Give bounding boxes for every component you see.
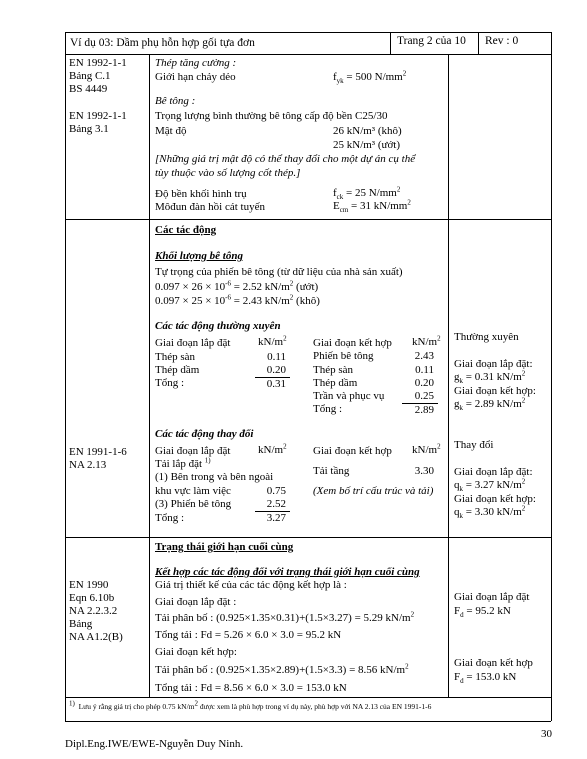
row2-bottom-border [65, 537, 551, 538]
uls-composite-total: Tổng tải : Fd = 8.56 × 6.0 × 3.0 = 153.0 kN [155, 682, 347, 694]
ref-column-divider [149, 54, 150, 697]
perm-right-value-4: 2.89 [414, 404, 434, 416]
ref-bang-31: Bảng 3.1 [69, 123, 109, 135]
side-variable: Thay đổi [454, 439, 494, 451]
side-composite-1: Giai đoạn kết hợp: [454, 385, 536, 397]
header-page: Trang 2 của 10 [397, 35, 466, 47]
ref-bang-c1: Bảng C.1 [69, 70, 111, 82]
header-title: Ví dụ 03: Dầm phụ hỗn hợp gối tựa đơn [70, 37, 255, 49]
side-fd-composite: $F_d = 153.0$ kN [454, 671, 517, 686]
perm-left-value-0: 0.11 [267, 351, 286, 363]
uls-title: Trạng thái giới hạn cuối cùng [155, 541, 294, 553]
var-left-item-3-value: 2.52 [266, 498, 286, 510]
side-installation-1: Giai đoạn lắp đặt: [454, 358, 533, 370]
perm-left-label-1: Thép dầm [155, 364, 200, 376]
uls-installation-dist: Tải phân bố : (0.925×1.35×0.31)+(1.5×3.27) = 5.29 $kN/m^2$ [155, 610, 415, 624]
concrete-desc: Trọng lượng bình thường bê tông cấp độ bền C25/30 [155, 110, 388, 122]
uls-installation-head: Giai đoạn lắp đặt : [155, 596, 237, 608]
perm-right-value-2: 0.20 [414, 377, 434, 389]
perm-right-label-0: Phiến bê tông [313, 350, 374, 362]
density-label: Mật độ [155, 125, 187, 137]
var-left-head: Giai đoạn lắp đặt [155, 445, 231, 457]
selfweight-text: Tự trọng của phiến bê tông (từ dữ liệu của nhà sản xuất) [155, 266, 403, 278]
ref-eqn610b: Eqn 6.10b [69, 592, 115, 604]
var-left-total-value: 3.27 [266, 512, 286, 524]
concrete-heading: Bê tông : [155, 95, 196, 107]
ref-en1992-a: EN 1992-1-1 [69, 57, 127, 69]
header-divider-2 [478, 32, 479, 54]
row3-bottom-border [65, 697, 551, 698]
perm-right-label-2: Thép dầm [313, 377, 358, 389]
side-qk-composite: $q_k = 3.30$ $kN/m^2$ [454, 504, 526, 521]
table-left-border [65, 32, 66, 721]
perm-right-label-4: Tổng : [313, 403, 343, 415]
ecm-label: Môđun đàn hồi cát tuyến [155, 201, 265, 213]
ecm-value: $E_{cm} = 31$ $kN/mm^2$ [333, 198, 411, 215]
footer-author: Dipl.Eng.IWE/EWE-Nguyễn Duy Ninh. [65, 738, 244, 750]
side-uls-composite: Giai đoạn kết hợp [454, 657, 533, 669]
ref-en1991: EN 1991-1-6 [69, 446, 127, 458]
header-bottom-border [65, 54, 551, 55]
perm-right-label-1: Thép sàn [313, 364, 354, 376]
ref-na2232: NA 2.2.3.2 [69, 605, 118, 617]
perm-left-value-2: 0.31 [266, 378, 286, 390]
ref-bs4449: BS 4449 [69, 83, 108, 95]
perm-right-value-3: 0.25 [414, 390, 434, 402]
steel-heading: Thép tăng cường : [155, 57, 237, 69]
table-bottom-border [65, 721, 551, 722]
var-right-note: (Xem bố trí cấu trúc và tải) [313, 485, 434, 497]
perm-left-unit: $kN/m^2$ [258, 334, 287, 348]
perm-left-value-1: 0.20 [266, 364, 286, 376]
ref-na213: NA 2.13 [69, 459, 107, 471]
side-qk-installation: $q_k = 3.27$ $kN/m^2$ [454, 477, 526, 494]
var-left-item-3: (3) Phiến bê tông [155, 498, 232, 510]
var-left-item-1: (1) Bên trong và bên ngoài [155, 471, 274, 483]
side-installation-2: Giai đoạn lắp đặt: [454, 466, 533, 478]
ref-en1992-b: EN 1992-1-1 [69, 110, 127, 122]
var-left-item-2: khu vực làm việc [155, 485, 231, 497]
calc-dry: $0.097 \times 25 \times 10^{-6} = 2.43$ $kN/m^2$ (khô) [155, 293, 320, 307]
perm-left-label-0: Thép sàn [155, 351, 196, 363]
calc-wet: $0.097 \times 26 \times 10^{-6} = 2.52$ $kN/m^2$ (ướt) [155, 279, 319, 293]
actions-title: Các tác động [155, 224, 217, 236]
ref-en1990: EN 1990 [69, 579, 109, 591]
var-left-load: Tải lắp đặt $^{1)}$ [155, 456, 211, 470]
perm-right-value-0: 2.43 [414, 350, 434, 362]
header-rev: Rev : 0 [485, 35, 519, 47]
uls-design-text: Giá trị thiết kế của các tác động kết hợp là : [155, 579, 347, 591]
uls-composite-dist: Tải phân bố : (0.925×1.35×2.89)+(1.5×3.3) = 8.56 $kN/m^2$ [155, 662, 409, 676]
row1-bottom-border [65, 219, 551, 220]
perm-left-label-2: Tổng : [155, 377, 185, 389]
perm-right-head: Giai đoạn kết hợp [313, 337, 392, 349]
steel-value: $f_{yk} = 500$ $N/mm^2$ [333, 69, 407, 86]
permanent-title: Các tác động thường xuyên [155, 320, 281, 332]
uls-composite-head: Giai đoạn kết hợp: [155, 646, 237, 658]
density-note-2: tùy thuộc vào số lượng cốt thép.] [155, 167, 301, 179]
var-right-unit: $kN/m^2$ [412, 442, 441, 456]
table-right-border [551, 32, 552, 721]
side-gk-composite: $g_k = 2.89$ $kN/m^2$ [454, 396, 526, 413]
uls-installation-total: Tổng tải : Fd = 5.26 × 6.0 × 3.0 = 95.2 kN [155, 629, 342, 641]
var-left-unit: $kN/m^2$ [258, 442, 287, 456]
variable-title: Các tác động thay đổi [155, 428, 254, 440]
perm-right-value-1: 0.11 [415, 364, 434, 376]
density-dry: 26 kN/m³ (khô) [333, 125, 402, 137]
uls-combination-title: Kết hợp các tác động đối với trạng thái giới hạn cuối cùng [155, 566, 420, 578]
fck-label: Độ bền khối hình trụ [155, 188, 247, 200]
concrete-weight-title: Khối lượng bê tông [155, 250, 243, 262]
var-right-head: Giai đoạn kết hợp [313, 445, 392, 457]
side-gk-installation: $g_k = 0.31$ $kN/m^2$ [454, 369, 526, 386]
var-right-item-1: Tải tầng [313, 465, 350, 477]
density-note-1: [Những giá trị mật độ có thể thay đổi cho một dự án cụ thể [155, 153, 416, 165]
footnote: $^{1)}$ Lưu ý rằng giá trị cho phép 0.75 $kN/m^2$ được xem là phù hợp trong ví dụ này, phù hợp với NA 2.13 của EN 1991-1-6 [69, 699, 432, 711]
side-column-divider [448, 54, 449, 697]
side-permanent: Thường xuyên [454, 331, 519, 343]
var-right-item-1-value: 3.30 [414, 465, 434, 477]
perm-right-unit: $kN/m^2$ [412, 334, 441, 348]
side-composite-2: Giai đoạn kết hợp: [454, 493, 536, 505]
page-number: 30 [541, 728, 552, 740]
perm-left-head: Giai đoạn lắp đặt [155, 337, 231, 349]
fck-value: $f_{ck} = 25$ $N/mm^2$ [333, 185, 401, 202]
ref-naa12b: NA A1.2(B) [69, 631, 123, 643]
side-fd-installation: $F_d = 95.2$ kN [454, 605, 511, 620]
density-wet: 25 kN/m³ (ướt) [333, 139, 401, 151]
perm-right-label-3: Trần và phục vụ [313, 390, 385, 402]
steel-label: Giới hạn chảy dẻo [155, 71, 236, 83]
side-uls-installation: Giai đoạn lắp đặt [454, 591, 530, 603]
var-left-item-2-value: 0.75 [266, 485, 286, 497]
header-divider-1 [390, 32, 391, 54]
ref-bang: Bảng [69, 618, 93, 630]
var-left-total-label: Tổng : [155, 512, 185, 524]
